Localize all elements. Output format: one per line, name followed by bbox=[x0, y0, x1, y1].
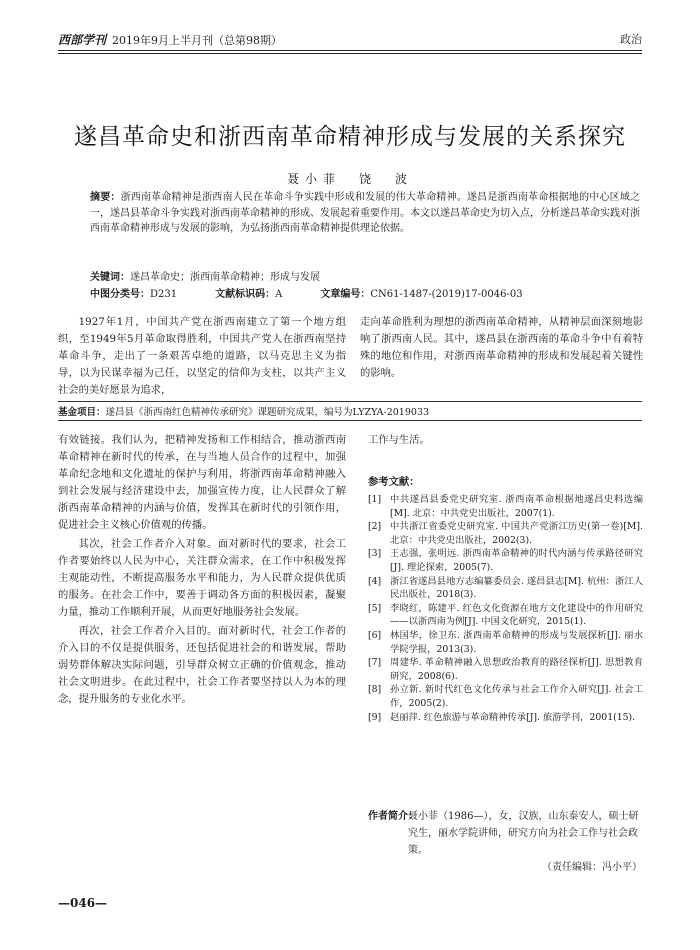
article-title: 遂昌革命史和浙西南革命精神形成与发展的关系探究 bbox=[74, 124, 626, 150]
doc-code-label: 文献标识码： bbox=[215, 289, 276, 300]
reference-number: [9] bbox=[368, 711, 382, 723]
reference-item bbox=[368, 493, 643, 520]
journal-issue: 2019年9月上半月刊（总第98期） bbox=[112, 33, 283, 47]
reference-text: 中共浙江省委党史研究室. 中国共产党浙江历史(第一卷)[M]. 北京：中共党史出版社，2002(3). bbox=[390, 521, 643, 546]
reference-number: [5] bbox=[368, 602, 382, 614]
reference-item bbox=[368, 711, 643, 725]
reference-item bbox=[368, 520, 643, 547]
references-list bbox=[368, 493, 643, 724]
reference-item bbox=[368, 683, 643, 710]
body-right-continuation: 工作与生活。 bbox=[368, 434, 430, 446]
abstract-text: 浙西南革命精神是浙西南人民在革命斗争实践中形成和发展的伟大革命精神。遂昌是浙西南革命根据地的中心区域之一，遂昌县革命斗争实践对浙西南革命精神的形成、发展起着重要作用。本文以遂昌革命史为切入点，分析遂昌革命实践对浙西南革命精神形成与发展的影响，为弘扬浙西南革命精神提供理论依据。 bbox=[90, 192, 641, 234]
reference-number: [8] bbox=[368, 684, 382, 696]
reference-text: 赵丽萍. 红色旅游与革命精神传承[J]. 旅游学刊，2001(15). bbox=[390, 711, 636, 723]
header-rule bbox=[58, 50, 642, 51]
doc-code-field bbox=[215, 285, 282, 300]
page-number: —046— bbox=[58, 896, 108, 910]
reference-text: 王志强，张明远. 浙西南革命精神的时代内涵与传承路径研究[J]. 理论探索，2005(7). bbox=[390, 548, 643, 573]
reference-number: [6] bbox=[368, 629, 382, 641]
reference-item bbox=[368, 547, 643, 574]
fund-rule-bottom bbox=[58, 420, 642, 421]
responsible-editor: （责任编辑：冯小平） bbox=[542, 862, 642, 873]
abstract-label: 摘要： bbox=[90, 192, 121, 203]
reference-item bbox=[368, 629, 643, 656]
intro-left-column: 1927年1月，中国共产党在浙西南建立了第一个地方组织，至1949年5月革命取得胜利，中国共产党人在浙西南坚持革命斗争，走出了一条艰苦卓绝的道路，以马克思主义为指导，以为民谋幸福为己任，以坚定的信仰为支柱，以共产主义社会的美好愿景为追求， bbox=[58, 316, 346, 396]
reference-text: 林国华，徐卫东. 浙西南革命精神的形成与发展探析[J]. 丽水学院学报，2013(3). bbox=[390, 629, 643, 655]
reference-text: 李晓红，陈建平. 红色文化资源在地方文化建设中的作用研究——以浙西南为例[J]. 中国文化研究，2015(1). bbox=[390, 602, 643, 628]
keywords-label: 关键词： bbox=[90, 272, 130, 283]
body-paragraph: 其次，社会工作者介入对象。面对新时代的要求，社会工作者要始终以人民为中心，关注群众需求，在工作中积极发挥主观能动性，不断提高服务水平和能力，为人民群众提供优质的服务。在社会工作中，要善于调动各方面的积极因素，凝聚力量，推动工作顺利开展，从而更好地服务社会发展。 bbox=[58, 538, 346, 618]
reference-number: [7] bbox=[368, 657, 382, 669]
reference-item bbox=[368, 656, 643, 683]
fund-note bbox=[58, 404, 642, 418]
article-no-label: 文章编号： bbox=[320, 289, 371, 300]
section-label: 政治 bbox=[620, 33, 642, 46]
article-no-value: CN61-1487-(2019)17-0046-03 bbox=[370, 289, 523, 300]
classification-row bbox=[90, 285, 660, 300]
body-left-column bbox=[58, 432, 346, 710]
reference-text: 浙江省遂昌县地方志编纂委员会. 遂昌县志[M]. 杭州：浙江人民出版社，2018(3). bbox=[390, 575, 643, 601]
reference-number: [1] bbox=[368, 494, 382, 505]
abstract-block bbox=[90, 190, 640, 237]
clc-label: 中图分类号： bbox=[90, 289, 150, 300]
reference-number: [3] bbox=[368, 548, 382, 560]
header-left bbox=[58, 31, 282, 48]
fund-text: 遂昌县《浙西南红色精神传承研究》课题研究成果，编号为LYZYA-2019033 bbox=[105, 407, 430, 418]
running-header bbox=[58, 28, 642, 50]
reference-text: 周建华. 革命精神融入思想政治教育的路径探析[J]. 思想教育研究，2008(6). bbox=[390, 657, 643, 682]
journal-brand: 西部学刊 bbox=[58, 32, 107, 47]
clc-value: D231 bbox=[150, 289, 178, 300]
header-rule-thin bbox=[58, 53, 642, 54]
fund-label: 基金项目： bbox=[58, 407, 106, 418]
bio-text: 聂小菲（1986—），女，汉族，山东泰安人，硕士研究生，丽水学院讲师，研究方向为社会工作与社会政策。 bbox=[408, 811, 639, 856]
body-paragraph: 有效链接。我们认为，把精神发扬和工作相结合，推动浙西南革命精神在新时代的传承，在与当地人员合作的过程中，加强革命纪念地和文化遗址的保护与利用，将浙西南革命精神融入到社会发展与经济建设中去，加强宣传力度，让人民群众了解浙西南革命精神的内涵与价值，发挥其在新时代的引领作用，促进社会主义核心价值观的传播。 bbox=[58, 434, 346, 531]
doc-code-value: A bbox=[275, 289, 283, 300]
article-authors: 聂小菲 饶 波 bbox=[286, 172, 413, 186]
reference-item bbox=[368, 575, 643, 602]
clc-field bbox=[90, 285, 177, 300]
reference-item bbox=[368, 602, 643, 629]
article-no-field bbox=[320, 285, 522, 300]
reference-number: [4] bbox=[368, 575, 382, 587]
body-paragraph: 再次，社会工作者介入目的。面对新时代，社会工作者的介入目的不仅是提供服务，还包括促进社会的和谐发展，帮助弱势群体解决实际问题，引导群众树立正确的价值观念，推动社会文明进步。在此过程中，社会工作者要坚持以人为本的理念，提升服务的专业化水平。 bbox=[58, 625, 346, 705]
bio-label: 作者简介： bbox=[368, 811, 418, 822]
fund-rule-top bbox=[58, 401, 642, 402]
keywords-text: 遂昌革命史；浙西南革命精神；形成与发展 bbox=[130, 272, 320, 283]
keywords-block bbox=[90, 268, 640, 283]
reference-text: 中共遂昌县委党史研究室. 浙西南革命根据地遂昌史料选编[M]. 北京：中共党史出版社，2007(1). bbox=[390, 494, 643, 519]
intro-right-column: 走向革命胜利为理想的浙西南革命精神，从精神层面深刻地影响了浙西南人民。其中，遂昌县在浙西南的革命斗争中有着特殊的地位和作用，对浙西南革命精神的形成和发展起着关键性的影响。 bbox=[360, 316, 643, 379]
reference-text: 孙立新. 新时代红色文化传承与社会工作介入研究[J]. 社会工作，2005(2). bbox=[390, 684, 643, 709]
author-bio bbox=[368, 808, 643, 859]
reference-number: [2] bbox=[368, 521, 382, 533]
references-title: 参考文献： bbox=[368, 476, 420, 488]
